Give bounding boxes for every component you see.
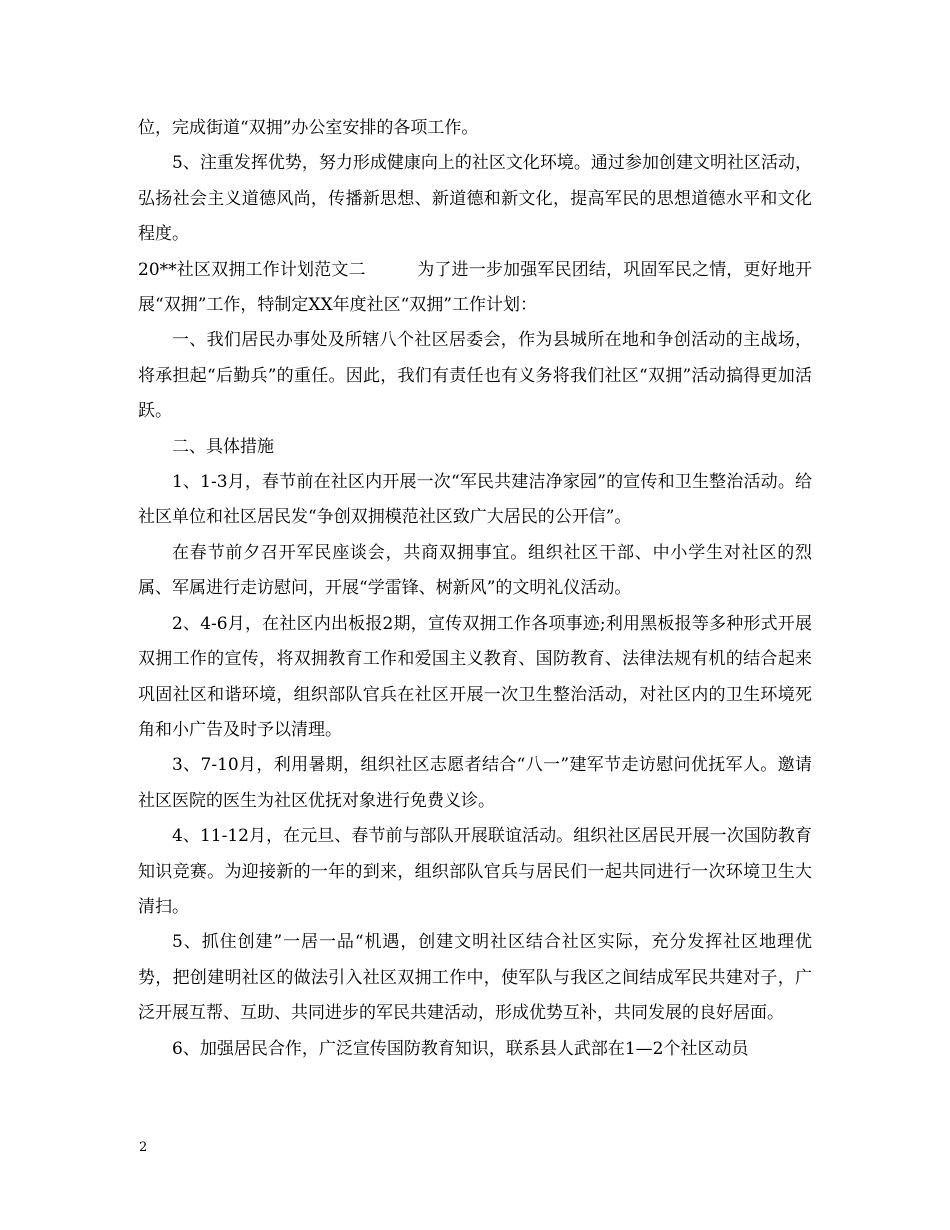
paragraph: 2、4-6月，在社区内出板报2期，宣传双拥工作各项事迹;利用黑板报等多种形式开展双拥工作的宣传，将双拥教育工作和爱国主义教育、国防教育、法律法规有机的结合起来巩固社区和谐环境，组织部队官兵在社区开展一次卫生整治活动，对社区内的卫生环境死角和小广告及时予以清理。 [138,613,812,740]
paragraph: 位，完成街道“双拥”办公室安排的各项工作。 [138,118,479,138]
paragraph: 在春节前夕召开军民座谈会，共商双拥事宜。组织社区干部、中小学生对社区的烈属、军属进行走访慰问，开展“学雷锋、树新风”的文明礼仪活动。 [138,542,812,599]
paragraph: 1、1-3月，春节前在社区内开展一次“军民共建洁净家园”的宣传和卫生整治活动。给社区单位和社区居民发“争创双拥模范社区致广大居民的公开信”。 [138,472,812,528]
paragraph: 一、我们居民办事处及所辖八个社区居委会，作为县城所在地和争创活动的主战场，将承担起“后勤兵”的重任。因此，我们有责任也有义务将我们社区“双拥”活动搞得更加活跃。 [138,330,812,422]
subheading: 二、具体措施 [172,436,274,457]
section-heading-paragraph: 20**社区双拥工作计划范文二 为了进一步加强军民团结，巩固军民之情，更好地开展“双拥”工作，特制定XX年度社区“双拥”工作计划： [138,259,812,316]
paragraph: 3、7-10月，利用暑期，组织社区志愿者结合“八一”建军节走访慰问优抚军人。邀请社区医院的医生为社区优抚对象进行免费义诊。 [138,755,812,811]
document-body [138,111,812,1067]
paragraph: 5、抓住创建”一居一品“机遇，创建文明社区结合社区实际，充分发挥社区地理优势，把创建明社区的做法引入社区双拥工作中，使军队与我区之间结成军民共建对子，广泛开展互帮、互助、共同进步的军民共建活动，形成优势互补，共同发展的良好居面。 [138,932,812,1024]
paragraph: 5、注重发挥优势，努力形成健康向上的社区文化环境。通过参加创建文明社区活动，弘扬社会主义道德风尚，传播新思想、新道德和新文化，提高军民的思想道德水平和文化程度。 [138,153,812,245]
page-number: 2 [139,1140,148,1155]
paragraph: 4、11-12月，在元旦、春节前与部队开展联谊活动。组织社区居民开展一次国防教育知识竞赛。为迎接新的一年的到来，组织部队官兵与居民们一起共同进行一次环境卫生大清扫。 [138,826,812,917]
paragraph: 6、加强居民合作，广泛宣传国防教育知识，联系县人武部在1—2个社区动员 [172,1038,749,1059]
